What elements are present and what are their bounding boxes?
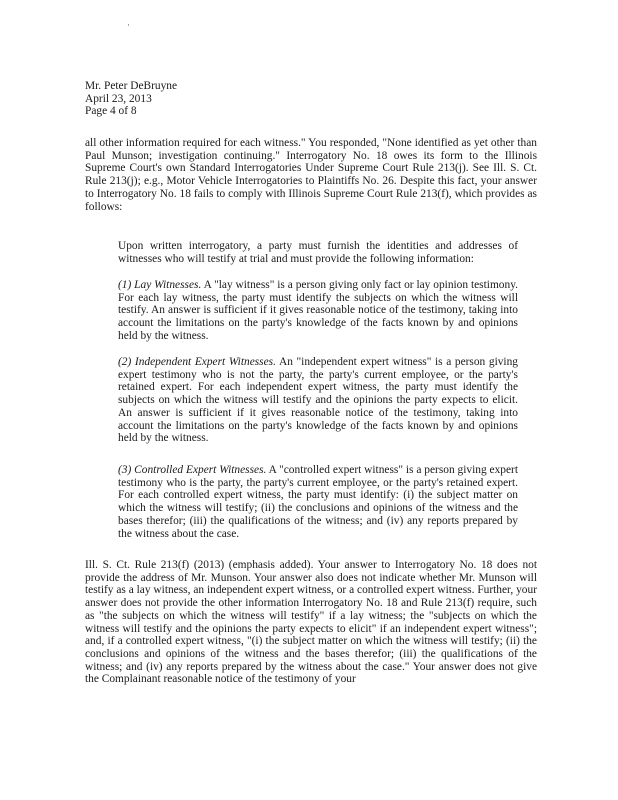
page-number: Page 4 of 8: [85, 105, 137, 118]
quote-item-title: (3) Controlled Expert Witnesses.: [118, 464, 267, 476]
quote-controlled-expert: [118, 464, 518, 540]
stray-mark: ·: [127, 20, 130, 30]
quote-item-text: A "controlled expert witness" is a person giving expert testimony who is the party, the party's current employee, or the party's retained expert. For each controlled expert witness, the party must identify: (i) the subject matter on which the witness will testify; (ii) the conclusions and opinions of the witness and the bases therefor; (iii) the qualifications of the witness; and (iv) any reports prepared by the witness about the case.: [118, 464, 518, 540]
quote-item-text: An "independent expert witness" is a person giving expert testimony who is not the party, the party's current employee, or the party's retained expert. For each independent expert witness, the party must identify the subjects on which the witness will testify and the opinions the party expects to elicit. An answer is sufficient if it gives reasonable notice of the testimony, taking into account the limitations on the party's knowledge of the facts known by and opinions held by the witness.: [118, 356, 518, 445]
quote-item-title: (1) Lay Witnesses.: [118, 279, 202, 291]
quote-lay-witnesses: [118, 279, 518, 343]
quote-intro-text: Upon written interrogatory, a party must furnish the identities and addresses of witnesses who will testify at trial and must provide the following information:: [118, 240, 518, 265]
paragraph-text: all other information required for each witness." You responded, "None identified as yet other than Paul Munson; investigation continuing." Interrogatory No. 18 owes its form to the Illinois Supreme Court's own Standard Interrogatories Under Supreme Court Rule 213(j). See Ill. S. Ct. Rule 213(j); e.g., Motor Vehicle Interrogatories to Plaintiffs No. 26. Despite this fact, your answer to Interrogatory No. 18 fails to comply with Illinois Supreme Court Rule 213(f), which provides as follows:: [85, 137, 537, 213]
body-paragraph-2: [85, 559, 537, 686]
letter-header: [85, 80, 177, 118]
recipient-name: Mr. Peter DeBruyne: [85, 80, 178, 92]
quote-independent-expert: [118, 356, 518, 445]
paragraph-text: Ill. S. Ct. Rule 213(f) (2013) (emphasis added). Your answer to Interrogatory No. 18 does not provide the address of Mr. Munson. Your answer also does not indicate whether Mr. Munson will testify as a lay witness, an independent expert witness, or a controlled expert witness. Further, your answer does not provide the other information Interrogatory No. 18 and Rule 213(f) require, such as "the subjects on which the witness will testify" if a lay witness; the "subjects on which the witness will testify and the opinions the party expects to elicit" if an independent expert witness"; and, if a controlled expert witness, "(i) the subject matter on which the witness will testify; (ii) the conclusions and opinions of the witness and the bases therefor; (iii) the qualifications of the witness; and (iv) any reports prepared by the witness about the case." Your answer does not give the Complainant reasonable notice of the testimony of your: [85, 559, 537, 686]
quote-item-text: A "lay witness" is a person giving only fact or lay opinion testimony. For each lay witness, the party must identify the subjects on which the witness will testify. An answer is sufficient if it gives reasonable notice of the testimony, taking into account the limitations on the party's knowledge of the facts known by and opinions held by the witness.: [118, 279, 518, 342]
body-paragraph-1: [85, 137, 537, 213]
quote-intro: [118, 240, 518, 265]
quote-item-title: (2) Independent Expert Witnesses.: [118, 356, 276, 368]
letter-date: April 23, 2013: [85, 92, 152, 105]
